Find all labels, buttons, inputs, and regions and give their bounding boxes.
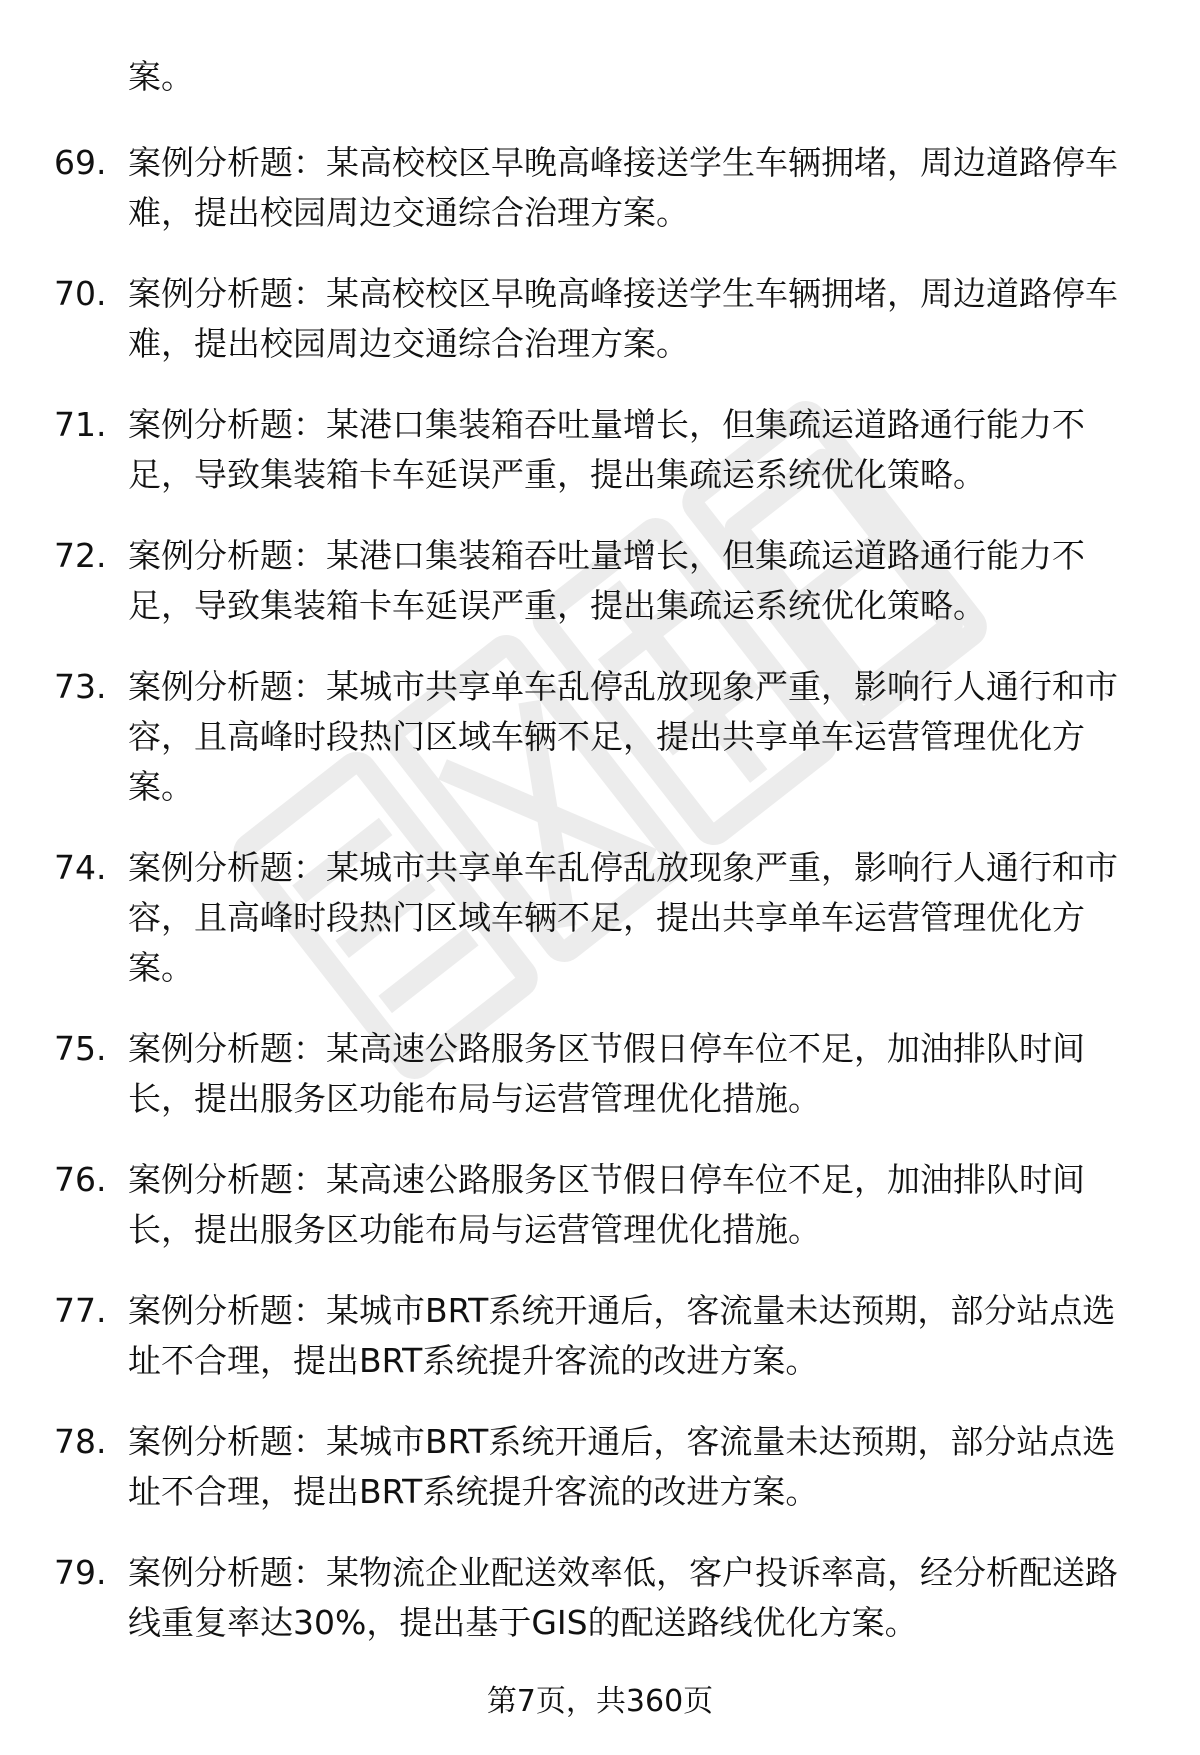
question-number: 79. — [54, 1553, 107, 1592]
question-text: 案例分析题：某城市BRT系统开通后，客流量未达预期，部分站点选址不合理，提出BRT系统提升客流的改进方案。 — [128, 1422, 1116, 1511]
list-item — [0, 138, 1200, 238]
question-text: 案例分析题：某城市共享单车乱停乱放现象严重，影响行人通行和市容，且高峰时段热门区域车辆不足，提出共享单车运营管理优化方案。 — [128, 667, 1118, 806]
question-text: 案例分析题：某城市共享单车乱停乱放现象严重，影响行人通行和市容，且高峰时段热门区域车辆不足，提出共享单车运营管理优化方案。 — [128, 848, 1118, 987]
question-number: 71. — [54, 405, 107, 444]
question-text: 案例分析题：某港口集装箱吞吐量增长，但集疏运道路通行能力不足，导致集装箱卡车延误严重，提出集疏运系统优化策略。 — [128, 405, 1085, 494]
page-footer: 第7页，共360页 — [486, 1684, 714, 1719]
list-item — [0, 1024, 1200, 1124]
question-number: 72. — [54, 536, 107, 575]
question-text: 案例分析题：某港口集装箱吞吐量增长，但集疏运道路通行能力不足，导致集装箱卡车延误严重，提出集疏运系统优化策略。 — [128, 536, 1085, 625]
question-number: 75. — [54, 1029, 107, 1068]
list-item — [0, 400, 1200, 500]
question-number: 69. — [54, 143, 107, 182]
question-number: 77. — [54, 1291, 107, 1330]
question-text: 案例分析题：某高校校区早晚高峰接送学生车辆拥堵，周边道路停车难，提出校园周边交通综合治理方案。 — [128, 143, 1118, 232]
question-number: 78. — [54, 1422, 107, 1461]
list-item — [0, 662, 1200, 812]
question-list — [0, 138, 1200, 1679]
list-item — [0, 843, 1200, 993]
question-text: 案例分析题：某高速公路服务区节假日停车位不足，加油排队时间长，提出服务区功能布局与运营管理优化措施。 — [128, 1029, 1085, 1118]
question-text: 案例分析题：某高校校区早晚高峰接送学生车辆拥堵，周边道路停车难，提出校园周边交通综合治理方案。 — [128, 274, 1118, 363]
list-item — [0, 1548, 1200, 1648]
question-text: 案例分析题：某物流企业配送效率低，客户投诉率高，经分析配送路线重复率达30%，提出基于GIS的配送路线优化方案。 — [128, 1553, 1118, 1642]
list-item — [0, 1417, 1200, 1517]
question-number: 74. — [54, 848, 107, 887]
question-number: 70. — [54, 274, 107, 313]
list-item — [0, 1155, 1200, 1255]
question-number: 76. — [54, 1160, 107, 1199]
question-text: 案例分析题：某城市BRT系统开通后，客流量未达预期，部分站点选址不合理，提出BRT系统提升客流的改进方案。 — [128, 1291, 1116, 1380]
list-item — [0, 1286, 1200, 1386]
question-number: 73. — [54, 667, 107, 706]
list-item — [0, 531, 1200, 631]
question-text: 案例分析题：某高速公路服务区节假日停车位不足，加油排队时间长，提出服务区功能布局与运营管理优化措施。 — [128, 1160, 1085, 1249]
list-item — [0, 269, 1200, 369]
carry-over-text: 案。 — [128, 57, 194, 96]
